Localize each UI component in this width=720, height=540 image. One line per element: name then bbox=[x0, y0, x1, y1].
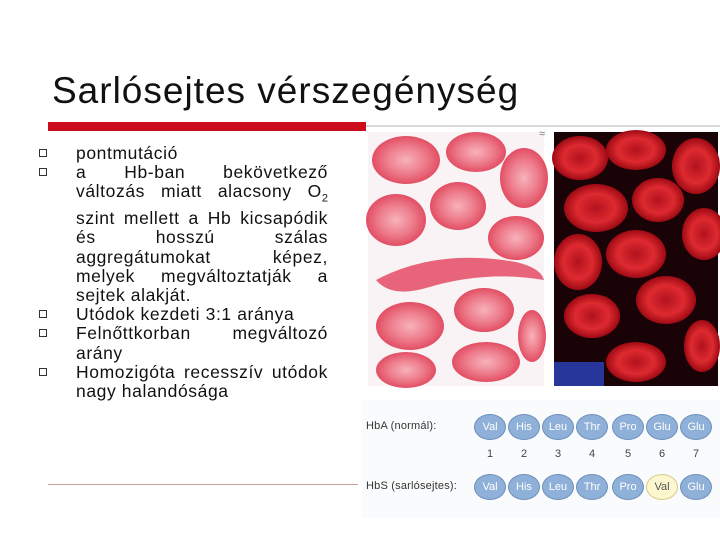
position-number: 1 bbox=[486, 448, 494, 460]
position-number: 2 bbox=[520, 448, 528, 460]
hbs-residue-mutated: Val bbox=[646, 474, 678, 500]
bullet-list bbox=[36, 144, 328, 401]
position-number: 7 bbox=[692, 448, 700, 460]
amino-acid-sequence-figure bbox=[362, 400, 720, 518]
position-number: 5 bbox=[624, 448, 632, 460]
bullet-square-icon bbox=[39, 310, 47, 318]
hba-residue: Glu bbox=[646, 414, 678, 440]
title-accent-bar bbox=[48, 122, 366, 131]
hba-label: HbA (normál): bbox=[366, 420, 437, 432]
hbs-residue: Thr bbox=[576, 474, 608, 500]
bullet-square-icon bbox=[39, 168, 47, 176]
bullet-text-tail: szint mellett a Hb kicsapódik és hosszú szálas aggregátumokat képez, melyek megváltoztatják a sejtek alakját. bbox=[76, 208, 328, 305]
title-underline bbox=[366, 125, 720, 127]
hbs-label: HbS (sarlósejtes): bbox=[366, 480, 458, 492]
bullet-text: a Hb-ban bekövetkező változás miatt alacsony O bbox=[76, 162, 328, 202]
bullet-item bbox=[36, 144, 328, 163]
footer-divider bbox=[48, 484, 358, 485]
hbs-residue: Glu bbox=[680, 474, 712, 500]
position-number: 3 bbox=[554, 448, 562, 460]
hbs-residue: Pro bbox=[612, 474, 644, 500]
bullet-text: Felnőttkorban megváltozó arány bbox=[76, 323, 328, 363]
bullet-item bbox=[36, 305, 328, 324]
subscript: 2 bbox=[321, 192, 328, 205]
hba-residue: Val bbox=[474, 414, 506, 440]
bullet-item bbox=[36, 363, 328, 401]
hba-residue: Leu bbox=[542, 414, 574, 440]
bullet-text: Homozigóta recesszív utódok nagy halandósága bbox=[76, 361, 328, 401]
hba-residue: Thr bbox=[576, 414, 608, 440]
hbs-residue: His bbox=[508, 474, 540, 500]
slide-title: Sarlósejtes vérszegénység bbox=[52, 70, 520, 111]
position-number: 6 bbox=[658, 448, 666, 460]
bullet-text: Utódok kezdeti 3:1 aránya bbox=[76, 304, 295, 325]
photo-mark: ≈ bbox=[539, 128, 546, 140]
bullet-square-icon bbox=[39, 329, 47, 337]
right-panel-cells bbox=[552, 130, 720, 386]
hbs-residue: Leu bbox=[542, 474, 574, 500]
bullet-text: pontmutáció bbox=[76, 143, 178, 163]
bullet-item bbox=[36, 163, 328, 305]
hba-residue: Glu bbox=[680, 414, 712, 440]
bullet-square-icon bbox=[39, 149, 47, 157]
left-panel-cells bbox=[366, 132, 548, 388]
hbs-residue: Val bbox=[474, 474, 506, 500]
hba-residue: Pro bbox=[612, 414, 644, 440]
hba-residue: His bbox=[508, 414, 540, 440]
position-number: 4 bbox=[588, 448, 596, 460]
sickle-cell-micrograph bbox=[366, 130, 720, 388]
bullet-item bbox=[36, 324, 328, 362]
bullet-square-icon bbox=[39, 368, 47, 376]
